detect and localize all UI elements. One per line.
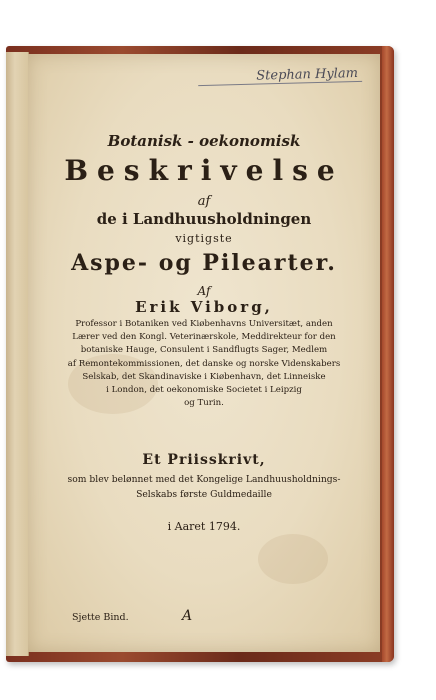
prize-heading: Et Priisskrivt, [142, 452, 266, 468]
title-line-af: af [197, 194, 211, 209]
year-line: i Aaret 1794. [167, 520, 241, 533]
left-page-edge [6, 52, 29, 656]
title-page [28, 54, 380, 652]
signature-mark: A [182, 608, 193, 624]
credit-line: botaniske Hauge, Consulent i Sandflugts Sager, Medlem [80, 345, 328, 356]
prize-line: som blev belønnet med det Kongelige Landhuusholdnings- [67, 474, 341, 485]
paper-stain [258, 534, 328, 584]
title-line-vigtigste: vigtigste [175, 232, 233, 245]
title-line-landhuusholdningen: de i Landhuusholdningen [96, 210, 312, 228]
prize-description [38, 472, 370, 502]
title-line-botanisk: Botanisk - oekonomisk [107, 132, 301, 150]
byline-af: Af [197, 284, 211, 298]
credit-line: Lærer ved den Kongl. Veterinærskole, Meddirekteur for den [72, 332, 336, 343]
credit-line: Selskab, det Skandinaviske i Kiøbenhavn, det Linneiske [82, 371, 326, 382]
credit-line: i London, det oekonomiske Societet i Leipzig [106, 385, 302, 396]
author-credits [38, 318, 370, 410]
cover-edge [382, 46, 394, 662]
title-line-beskrivelse: Beskrivelse [64, 154, 344, 187]
credit-line: Professor i Botaniken ved Kiøbenhavns Universitæt, anden [75, 319, 333, 329]
credit-line: af Remontekommissionen, det danske og norske Videnskabers [67, 358, 341, 369]
author-name: Erik Viborg, [135, 298, 273, 316]
ownership-signature: Stephan Hylam [198, 66, 362, 86]
credit-line: og Turin. [184, 398, 224, 409]
volume-label: Sjette Bind. [72, 612, 129, 623]
prize-line: Selskabs første Guldmedaille [136, 489, 272, 500]
title-line-aspe-pilearter: Aspe- og Pilearter. [71, 250, 337, 276]
